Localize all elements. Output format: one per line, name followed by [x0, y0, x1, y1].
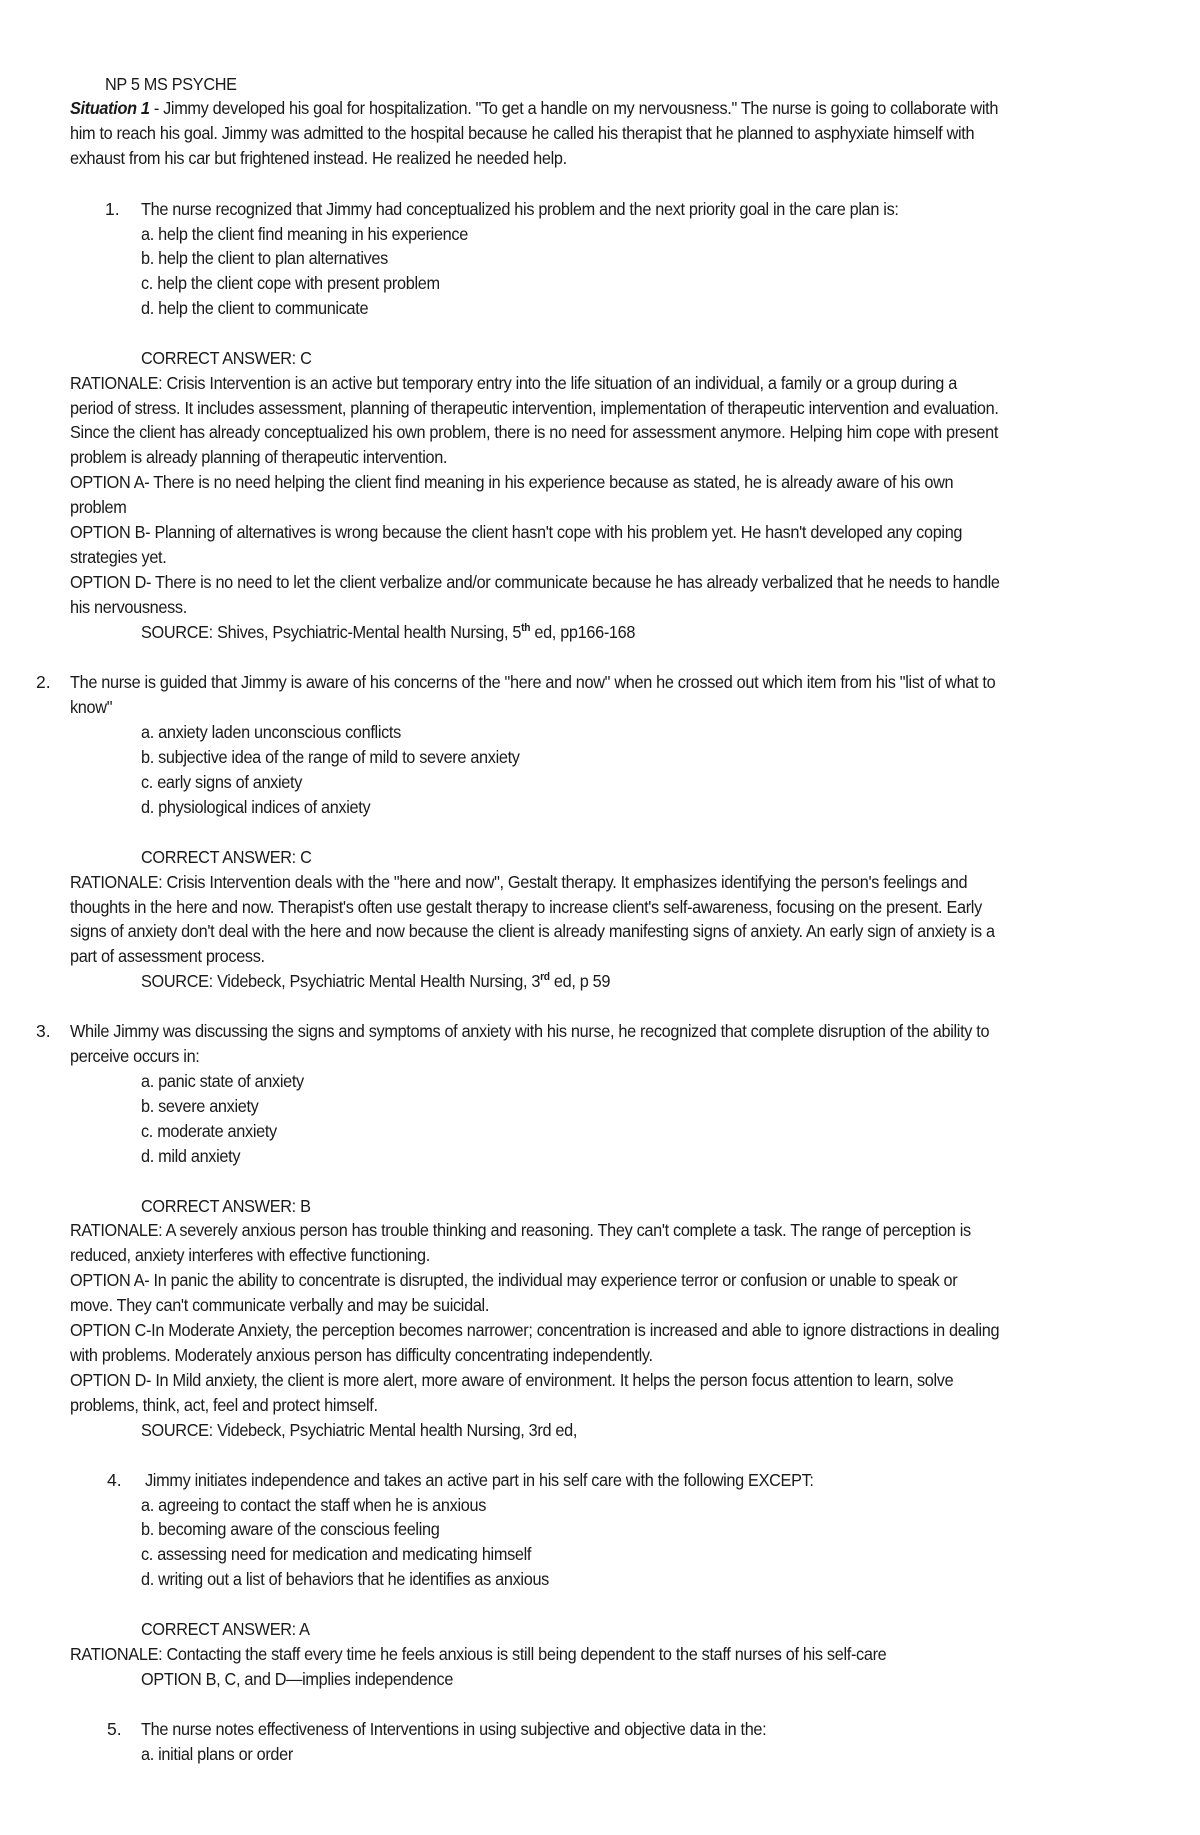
q1-number: 1. [105, 199, 120, 219]
q3-rationale-line: RATIONALE: A severely anxious person has trouble thinking and reasoning. They can't complete a task. The range of perception is [70, 1220, 971, 1240]
q1-correct-answer: CORRECT ANSWER: C [141, 348, 312, 368]
q1-rationale-line: OPTION B- Planning of alternatives is wrong because the client hasn't cope with his problem yet. He hasn't developed any coping [70, 522, 963, 542]
q3-rationale-line: move. They can't communicate verbally and may be suicidal. [70, 1295, 490, 1315]
q2-rationale-line: RATIONALE: Crisis Intervention deals with the "here and now", Gestalt therapy. It emphasizes identifying the person's feelings and [70, 872, 968, 892]
q3-option-a: a. panic state of anxiety [141, 1071, 304, 1091]
q1-option-a: a. help the client find meaning in his experience [141, 224, 468, 244]
q1-option-b: b. help the client to plan alternatives [141, 248, 388, 268]
q1-rationale-line: his nervousness. [70, 597, 187, 617]
q3-option-d: d. mild anxiety [141, 1146, 241, 1166]
q1-rationale-line: OPTION A- There is no need helping the client find meaning in his experience because as stated, he is already aware of his own [70, 472, 954, 492]
q3-correct-answer: CORRECT ANSWER: B [141, 1196, 311, 1216]
q2-rationale-line: thoughts in the here and now. Therapist's often use gestalt therapy to increase client's self-awareness, focusing on the present. Early [70, 897, 982, 917]
q1-source: SOURCE: Shives, Psychiatric-Mental health Nursing, 5th ed, pp166-168 [141, 622, 636, 642]
q3-option-c: c. moderate anxiety [141, 1121, 277, 1141]
q5-option-a: a. initial plans or order [141, 1744, 293, 1764]
q4-question: Jimmy initiates independence and takes an active part in his self care with the following EXCEPT: [145, 1470, 814, 1490]
q3-rationale-line: with problems. Moderately anxious person has difficulty concentrating independently. [70, 1345, 653, 1365]
q3-rationale-line: reduced, anxiety interferes with effective functioning. [70, 1245, 430, 1265]
q1-rationale-line: RATIONALE: Crisis Intervention is an active but temporary entry into the life situation of an individual, a family or a group during a [70, 373, 957, 393]
q3-question-line-1: While Jimmy was discussing the signs and symptoms of anxiety with his nurse, he recognized that complete disruption of the ability to [70, 1021, 990, 1041]
q3-question-line-2: perceive occurs in: [70, 1046, 200, 1066]
q2-question-line-2: know" [70, 697, 113, 717]
q2-question-line-1: The nurse is guided that Jimmy is aware of his concerns of the "here and now" when he crossed out which item from his "list of what to [70, 672, 996, 692]
q4-rationale: RATIONALE: Contacting the staff every time he feels anxious is still being dependent to the staff nurses of his self-care [70, 1644, 887, 1664]
document-title: NP 5 MS PSYCHE [105, 74, 237, 94]
q3-rationale-line: problems, think, act, feel and protect himself. [70, 1395, 378, 1415]
q3-rationale-line: OPTION A- In panic the ability to concentrate is disrupted, the individual may experience terror or confusion or unable to speak or [70, 1270, 958, 1290]
q3-number: 3. [36, 1021, 51, 1041]
q4-correct-answer: CORRECT ANSWER: A [141, 1619, 310, 1639]
q2-rationale-line: part of assessment process. [70, 946, 265, 966]
q4-option-c: c. assessing need for medication and medicating himself [141, 1544, 532, 1564]
q2-correct-answer: CORRECT ANSWER: C [141, 847, 312, 867]
q4-note: OPTION B, C, and D—implies independence [141, 1669, 454, 1689]
q2-number: 2. [36, 672, 51, 692]
situation-line-3: exhaust from his car but frightened instead. He realized he needed help. [70, 148, 567, 168]
q2-source: SOURCE: Videbeck, Psychiatric Mental Health Nursing, 3rd ed, p 59 [141, 971, 611, 991]
q3-rationale-line: OPTION D- In Mild anxiety, the client is more alert, more aware of environment. It helps the person focus attention to learn, solve [70, 1370, 954, 1390]
q3-rationale-line: OPTION C-In Moderate Anxiety, the perception becomes narrower; concentration is increased and able to ignore distractions in dealing [70, 1320, 1000, 1340]
situation-line-1 [70, 96, 998, 120]
situation-label: Situation 1 [70, 98, 150, 118]
q4-option-b: b. becoming aware of the conscious feeling [141, 1519, 440, 1539]
q2-rationale-line: signs of anxiety don't deal with the here and now because the client is already manifesting signs of anxiety. An early sign of anxiety is a [70, 921, 995, 941]
q4-number: 4. [107, 1470, 122, 1490]
q1-question: The nurse recognized that Jimmy had conceptualized his problem and the next priority goal in the care plan is: [141, 199, 899, 219]
q1-rationale-line: strategies yet. [70, 547, 167, 567]
q1-rationale-line: OPTION D- There is no need to let the client verbalize and/or communicate because he has already verbalized that he needs to handle [70, 572, 1000, 592]
q2-option-c: c. early signs of anxiety [141, 772, 303, 792]
q4-option-a: a. agreeing to contact the staff when he is anxious [141, 1495, 487, 1515]
q2-option-b: b. subjective idea of the range of mild to severe anxiety [141, 747, 520, 767]
q1-rationale-line: problem is already planning of therapeutic intervention. [70, 447, 448, 467]
q1-option-d: d. help the client to communicate [141, 298, 369, 318]
q3-option-b: b. severe anxiety [141, 1096, 259, 1116]
situation-text-1: - Jimmy developed his goal for hospitalization. "To get a handle on my nervousness." The nurse is going to collaborate with [149, 98, 999, 118]
q5-question: The nurse notes effectiveness of Interventions in using subjective and objective data in the: [141, 1719, 767, 1739]
q2-option-d: d. physiological indices of anxiety [141, 797, 371, 817]
q3-source: SOURCE: Videbeck, Psychiatric Mental health Nursing, 3rd ed, [141, 1420, 578, 1440]
situation-line-2: him to reach his goal. Jimmy was admitted to the hospital because he called his therapist that he planned to asphyxiate himself with [70, 123, 975, 143]
q1-rationale-line: Since the client has already conceptualized his own problem, there is no need for assessment anymore. Helping him cope with present [70, 422, 999, 442]
q1-option-c: c. help the client cope with present problem [141, 273, 440, 293]
q2-option-a: a. anxiety laden unconscious conflicts [141, 722, 401, 742]
q1-rationale-line: problem [70, 497, 127, 517]
q1-rationale-line: period of stress. It includes assessment, planning of therapeutic intervention, implementation of therapeutic intervention and evaluation. [70, 398, 999, 418]
q4-option-d: d. writing out a list of behaviors that he identifies as anxious [141, 1569, 549, 1589]
q5-number: 5. [107, 1719, 122, 1739]
